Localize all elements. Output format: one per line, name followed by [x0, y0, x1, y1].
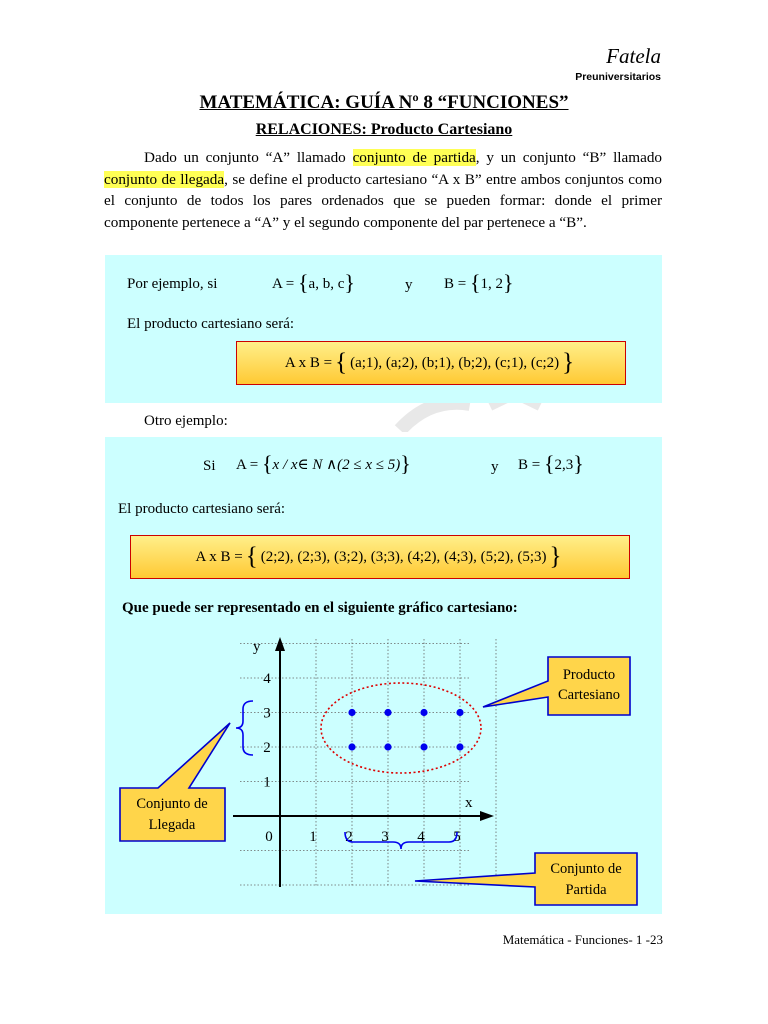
llegada-label-2: Llegada	[148, 817, 196, 833]
graph-lead: Que puede ser representado en el siguiente gráfico cartesiano:	[122, 600, 518, 616]
intro-text-1: Dado un conjunto “A” llamado	[144, 149, 353, 166]
brand-subtitle: Preuniversitarios	[575, 71, 661, 83]
producto-label-1: Producto	[562, 667, 616, 683]
left-brace: {	[261, 451, 273, 476]
result-label: A x B =	[284, 354, 333, 371]
result-content: (2;2), (2;3), (3;2), (3;3), (4;2), (4;3), (5;2), (5;3)	[260, 548, 547, 565]
right-brace: }	[344, 270, 355, 295]
set-a-definition	[272, 270, 355, 296]
intro-paragraph	[104, 147, 662, 233]
result-label: A x B =	[195, 548, 243, 565]
result-box-1	[236, 341, 626, 385]
x-tick-label: 3	[381, 829, 389, 845]
result-content: (a;1), (a;2), (b;1), (b;2), (c;1), (c;2)	[350, 354, 560, 371]
set-b-label: B =	[518, 457, 541, 473]
set-a-label: A =	[272, 276, 295, 292]
y-axis-arrow	[275, 637, 285, 651]
x-axis-label: x	[465, 795, 473, 811]
x-axis-arrow	[480, 811, 494, 821]
highlight-conjunto-llegada: conjunto de llegada	[104, 170, 225, 188]
x-tick-label: 2	[345, 829, 353, 845]
left-brace: {	[245, 543, 258, 570]
y-tick-label: 1	[263, 774, 271, 791]
intro-text-3: , se define el producto cartesiano “A x B” entre ambos conjuntos como el conjunto de todos los pares ordenados que se pueden formar: donde el primer componente pertenece a “A” y el segundo componente del par pertenece a “B”.	[104, 170, 662, 231]
set-b-content: 1, 2	[480, 276, 504, 292]
data-point	[348, 709, 355, 716]
partida-brace	[345, 832, 457, 849]
x-tick-label: 5	[453, 829, 461, 845]
data-point	[384, 743, 391, 750]
result-box-2	[130, 535, 630, 579]
set-a-content: a, b, c	[308, 276, 345, 292]
other-example-lead: Otro ejemplo:	[144, 413, 228, 429]
product-ellipse	[321, 683, 481, 773]
right-brace: }	[400, 451, 411, 476]
x-tick-label: 1	[309, 829, 317, 845]
si-word: Si	[203, 458, 216, 474]
right-brace: }	[573, 451, 584, 476]
page-footer: Matemática - Funciones- 1 -23	[502, 932, 663, 947]
example-1-lead: Por ejemplo, si	[127, 276, 218, 292]
brand-logo-text: Fatela	[606, 44, 661, 68]
y-tick-label: 2	[263, 740, 271, 756]
set-a-label: A =	[236, 457, 259, 473]
data-point	[348, 743, 355, 750]
partida-label-1: Conjunto de	[550, 861, 622, 877]
producto-callout	[483, 657, 630, 715]
set-b-content: 2,3	[554, 457, 574, 473]
set-a-definition-2	[236, 451, 411, 477]
set-b-label: B =	[444, 276, 467, 292]
left-brace: {	[543, 451, 555, 476]
llegada-label-1: Conjunto de	[136, 796, 208, 812]
and-word: y	[405, 277, 413, 293]
data-point	[384, 709, 391, 716]
and-word-2: y	[491, 459, 499, 475]
product-lead-2: El producto cartesiano será:	[118, 501, 286, 517]
data-point	[420, 709, 427, 716]
right-brace: }	[549, 543, 562, 570]
cartesian-chart	[105, 625, 662, 914]
chart-grid	[240, 639, 496, 887]
x-tick-label: 4	[417, 829, 425, 845]
y-tick-label: 4	[263, 671, 271, 687]
product-lead-1: El producto cartesiano será:	[127, 316, 295, 332]
data-point	[456, 709, 463, 716]
left-brace: {	[469, 270, 481, 295]
set-a-content: x / x∈ N ∧(2 ≤ x ≤ 5)	[272, 457, 401, 473]
set-b-definition-2	[518, 451, 584, 477]
intro-text-2: , y un conjunto “B” llamado	[475, 149, 663, 166]
producto-label-2: Cartesiano	[557, 687, 621, 703]
y-tick-label: 3	[263, 705, 271, 722]
section-subtitle: RELACIONES: Producto Cartesiano	[255, 121, 513, 138]
highlight-conjunto-partida: conjunto de partida	[352, 149, 476, 166]
left-brace: {	[335, 349, 348, 376]
set-b-definition	[444, 270, 514, 296]
right-brace: }	[562, 349, 575, 376]
data-point	[456, 743, 463, 750]
y-axis-label: y	[253, 639, 261, 655]
data-point	[420, 743, 427, 750]
right-brace: }	[503, 270, 514, 295]
page-title: MATEMÁTICA: GUÍA Nº 8 “FUNCIONES”	[199, 92, 569, 113]
partida-label-2: Partida	[565, 882, 607, 898]
left-brace: {	[297, 270, 309, 295]
x-tick-label: 0	[265, 829, 273, 845]
